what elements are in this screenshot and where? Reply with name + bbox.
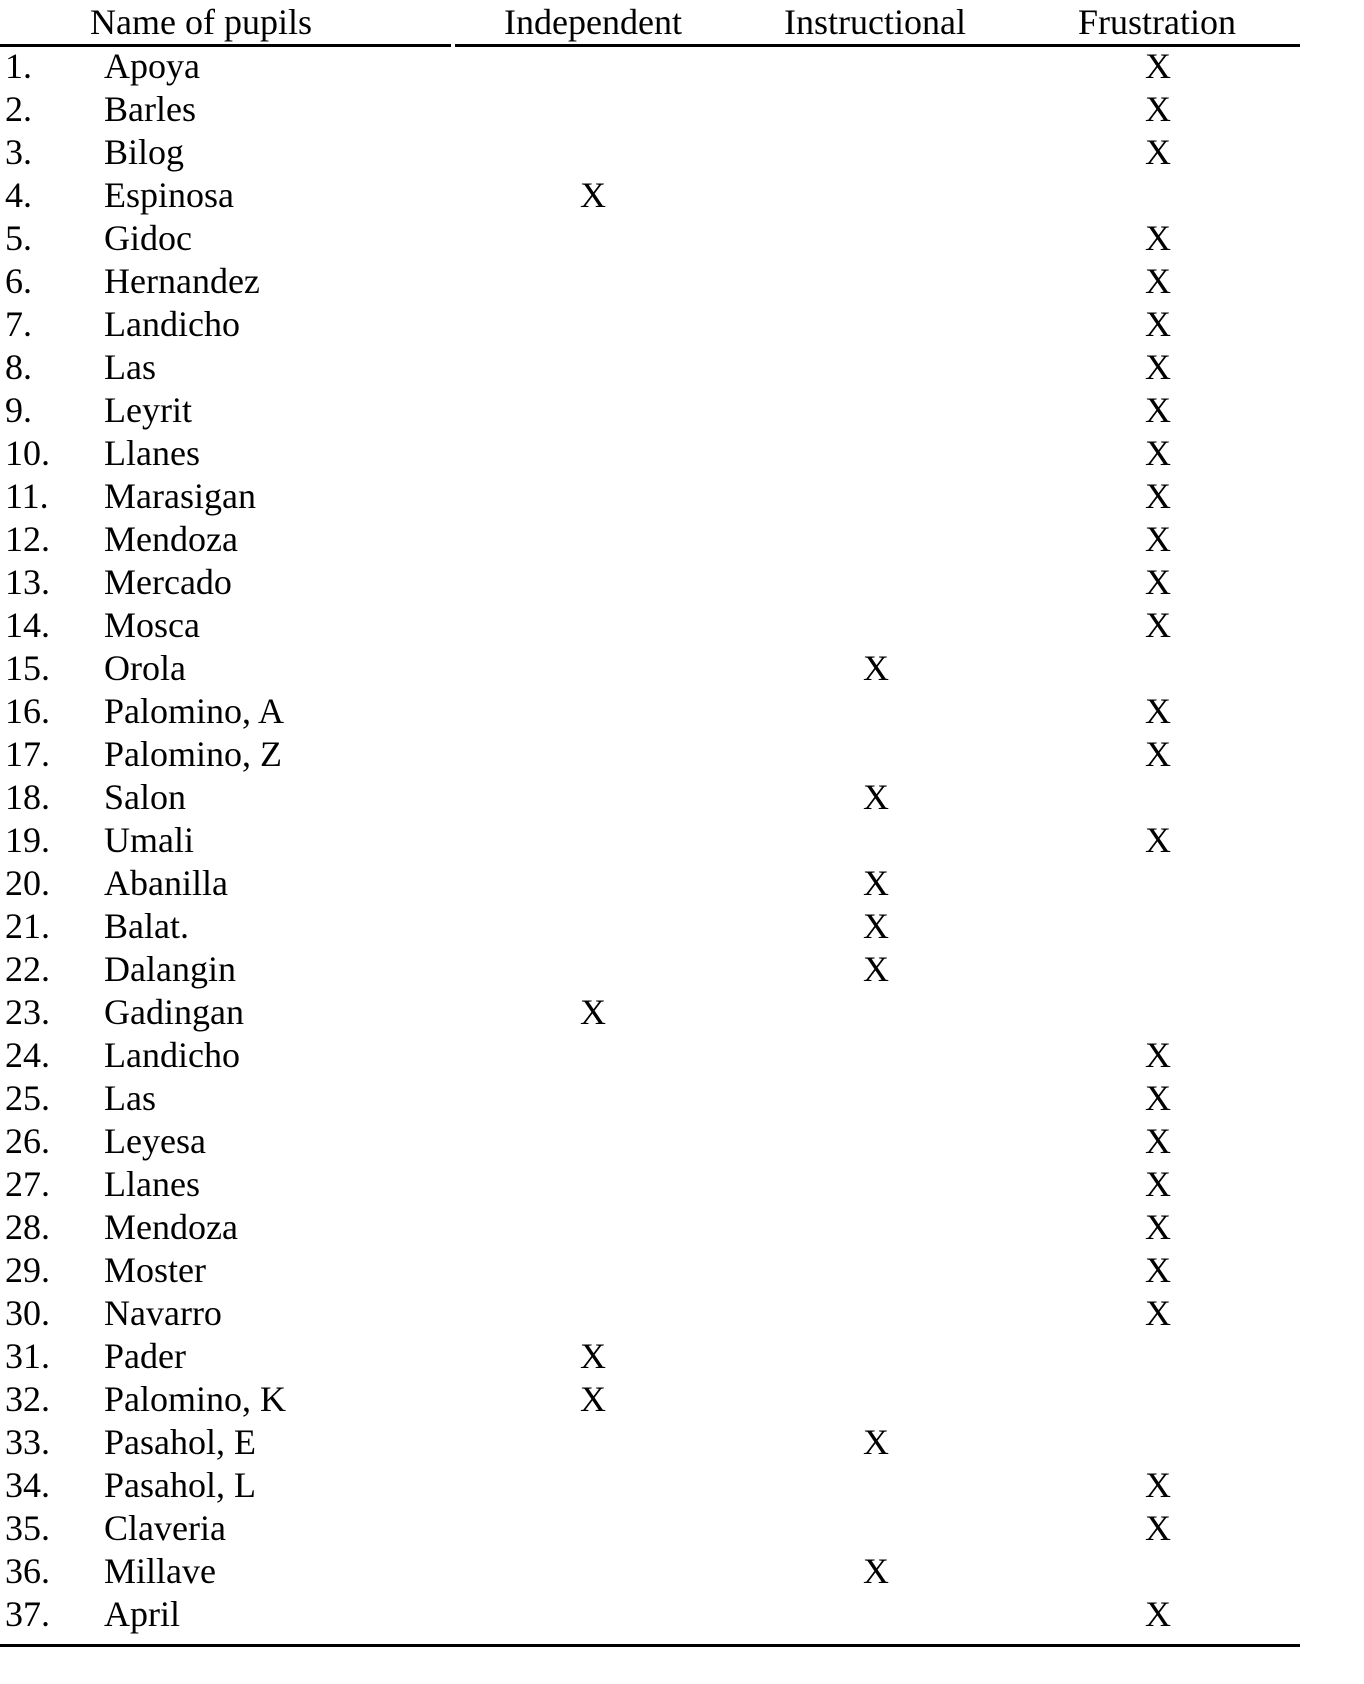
table-row: [0, 518, 1300, 561]
frustration-mark: X: [1145, 605, 1171, 645]
row-number: 29.: [5, 1250, 50, 1290]
pupil-name: Barles: [104, 89, 196, 129]
table-row: [0, 948, 1300, 991]
row-number: 12.: [5, 519, 50, 559]
pupil-name: Claveria: [104, 1508, 226, 1548]
pupil-name: Hernandez: [104, 261, 260, 301]
pupil-name: Leyrit: [104, 390, 192, 430]
table-row: [0, 88, 1300, 131]
table-row: [0, 1249, 1300, 1292]
instructional-mark: X: [863, 1422, 889, 1462]
row-number: 3.: [5, 132, 32, 172]
frustration-mark: X: [1145, 562, 1171, 602]
pupil-name: Abanilla: [104, 863, 228, 903]
frustration-mark: X: [1145, 1293, 1171, 1333]
header-instructional: Instructional: [784, 2, 966, 42]
independent-mark: X: [580, 1379, 606, 1419]
table-row: [0, 475, 1300, 518]
table-row: [0, 1378, 1300, 1421]
frustration-mark: X: [1145, 1121, 1171, 1161]
frustration-mark: X: [1145, 1594, 1171, 1634]
row-number: 25.: [5, 1078, 50, 1118]
table-row: [0, 1335, 1300, 1378]
row-number: 2.: [5, 89, 32, 129]
row-number: 27.: [5, 1164, 50, 1204]
frustration-mark: X: [1145, 476, 1171, 516]
row-number: 36.: [5, 1551, 50, 1591]
row-number: 5.: [5, 218, 32, 258]
pupil-name: Pader: [104, 1336, 186, 1376]
table-row: [0, 1421, 1300, 1464]
pupil-name: Gadingan: [104, 992, 244, 1032]
frustration-mark: X: [1145, 218, 1171, 258]
header-frustration: Frustration: [1078, 2, 1236, 42]
row-number: 30.: [5, 1293, 50, 1333]
pupil-name: Leyesa: [104, 1121, 206, 1161]
row-number: 15.: [5, 648, 50, 688]
frustration-mark: X: [1145, 691, 1171, 731]
pupil-name: Palomino, Z: [104, 734, 282, 774]
table-row: [0, 776, 1300, 819]
pupil-name: Gidoc: [104, 218, 192, 258]
frustration-mark: X: [1145, 89, 1171, 129]
pupil-name: Landicho: [104, 304, 240, 344]
frustration-mark: X: [1145, 1035, 1171, 1075]
pupil-name: Orola: [104, 648, 186, 688]
row-number: 23.: [5, 992, 50, 1032]
pupil-name: Palomino, A: [104, 691, 285, 731]
header-independent: Independent: [504, 2, 682, 42]
pupil-name: Landicho: [104, 1035, 240, 1075]
pupil-name: Navarro: [104, 1293, 222, 1333]
row-number: 6.: [5, 261, 32, 301]
pupil-name: Las: [104, 1078, 156, 1118]
row-number: 19.: [5, 820, 50, 860]
table-row: [0, 1507, 1300, 1550]
row-number: 18.: [5, 777, 50, 817]
row-number: 32.: [5, 1379, 50, 1419]
pupil-name: Pasahol, E: [104, 1422, 256, 1462]
table-row: [0, 1120, 1300, 1163]
independent-mark: X: [580, 1336, 606, 1376]
pupil-name: Umali: [104, 820, 194, 860]
pupil-name: Espinosa: [104, 175, 234, 215]
frustration-mark: X: [1145, 820, 1171, 860]
table-row: [0, 690, 1300, 733]
row-number: 35.: [5, 1508, 50, 1548]
pupil-name: Dalangin: [104, 949, 236, 989]
pupil-name: Las: [104, 347, 156, 387]
frustration-mark: X: [1145, 1164, 1171, 1204]
instructional-mark: X: [863, 906, 889, 946]
pupil-name: Palomino, K: [104, 1379, 287, 1419]
instructional-mark: X: [863, 949, 889, 989]
pupil-name: Bilog: [104, 132, 185, 172]
frustration-mark: X: [1145, 1207, 1171, 1247]
pupil-name: Pasahol, L: [104, 1465, 256, 1505]
table-row: [0, 217, 1300, 260]
frustration-mark: X: [1145, 433, 1171, 473]
pupil-name: April: [104, 1594, 180, 1634]
pupil-name: Moster: [104, 1250, 206, 1290]
table-row: [0, 1464, 1300, 1507]
independent-mark: X: [580, 992, 606, 1032]
row-number: 31.: [5, 1336, 50, 1376]
table-row: [0, 131, 1300, 174]
row-number: 21.: [5, 906, 50, 946]
row-number: 1.: [5, 46, 32, 86]
pupil-name: Mendoza: [104, 1207, 238, 1247]
table-row: [0, 1077, 1300, 1120]
row-number: 10.: [5, 433, 50, 473]
independent-mark: X: [580, 175, 606, 215]
frustration-mark: X: [1145, 734, 1171, 774]
pupil-name: Mosca: [104, 605, 200, 645]
pupil-name: Llanes: [104, 433, 200, 473]
frustration-mark: X: [1145, 46, 1171, 86]
row-number: 7.: [5, 304, 32, 344]
table-row: [0, 1206, 1300, 1249]
table-row: [0, 862, 1300, 905]
frustration-mark: X: [1145, 1078, 1171, 1118]
table-row: [0, 561, 1300, 604]
table-row: [0, 260, 1300, 303]
frustration-mark: X: [1145, 1508, 1171, 1548]
table-row: [0, 905, 1300, 948]
row-number: 28.: [5, 1207, 50, 1247]
instructional-mark: X: [863, 777, 889, 817]
row-number: 9.: [5, 390, 32, 430]
row-number: 4.: [5, 175, 32, 215]
table-row: [0, 432, 1300, 475]
frustration-mark: X: [1145, 132, 1171, 172]
instructional-mark: X: [863, 863, 889, 903]
row-number: 33.: [5, 1422, 50, 1462]
table-row: [0, 1593, 1300, 1636]
frustration-mark: X: [1145, 304, 1171, 344]
pupil-name: Mercado: [104, 562, 232, 602]
instructional-mark: X: [863, 648, 889, 688]
row-number: 13.: [5, 562, 50, 602]
bottom-rule: [0, 1644, 1300, 1647]
frustration-mark: X: [1145, 1465, 1171, 1505]
row-number: 11.: [5, 476, 49, 516]
table-row: [0, 647, 1300, 690]
table-row: [0, 1163, 1300, 1206]
pupil-name: Mendoza: [104, 519, 238, 559]
frustration-mark: X: [1145, 1250, 1171, 1290]
table-row: [0, 1550, 1300, 1593]
pupil-name: Marasigan: [104, 476, 256, 516]
row-number: 34.: [5, 1465, 50, 1505]
row-number: 22.: [5, 949, 50, 989]
pupil-name: Salon: [104, 777, 187, 817]
row-number: 20.: [5, 863, 50, 903]
pupil-name: Apoya: [104, 46, 200, 86]
table-row: [0, 346, 1300, 389]
table-row: [0, 819, 1300, 862]
frustration-mark: X: [1145, 261, 1171, 301]
frustration-mark: X: [1145, 347, 1171, 387]
row-number: 16.: [5, 691, 50, 731]
table-row: [0, 174, 1300, 217]
instructional-mark: X: [863, 1551, 889, 1591]
row-number: 14.: [5, 605, 50, 645]
row-number: 37.: [5, 1594, 50, 1634]
row-number: 26.: [5, 1121, 50, 1161]
pupil-name: Millave: [104, 1551, 216, 1591]
table-row: [0, 45, 1300, 88]
pupil-name: Llanes: [104, 1164, 200, 1204]
table-row: [0, 389, 1300, 432]
table-row: [0, 303, 1300, 346]
frustration-mark: X: [1145, 519, 1171, 559]
row-number: 17.: [5, 734, 50, 774]
table-row: [0, 1292, 1300, 1335]
pupil-name: Balat.: [104, 906, 189, 946]
frustration-mark: X: [1145, 390, 1171, 430]
table-row: [0, 1034, 1300, 1077]
row-number: 24.: [5, 1035, 50, 1075]
table-row: [0, 991, 1300, 1034]
table-row: [0, 733, 1300, 776]
table-row: [0, 604, 1300, 647]
header-name-of-pupils: Name of pupils: [90, 2, 312, 42]
row-number: 8.: [5, 347, 32, 387]
